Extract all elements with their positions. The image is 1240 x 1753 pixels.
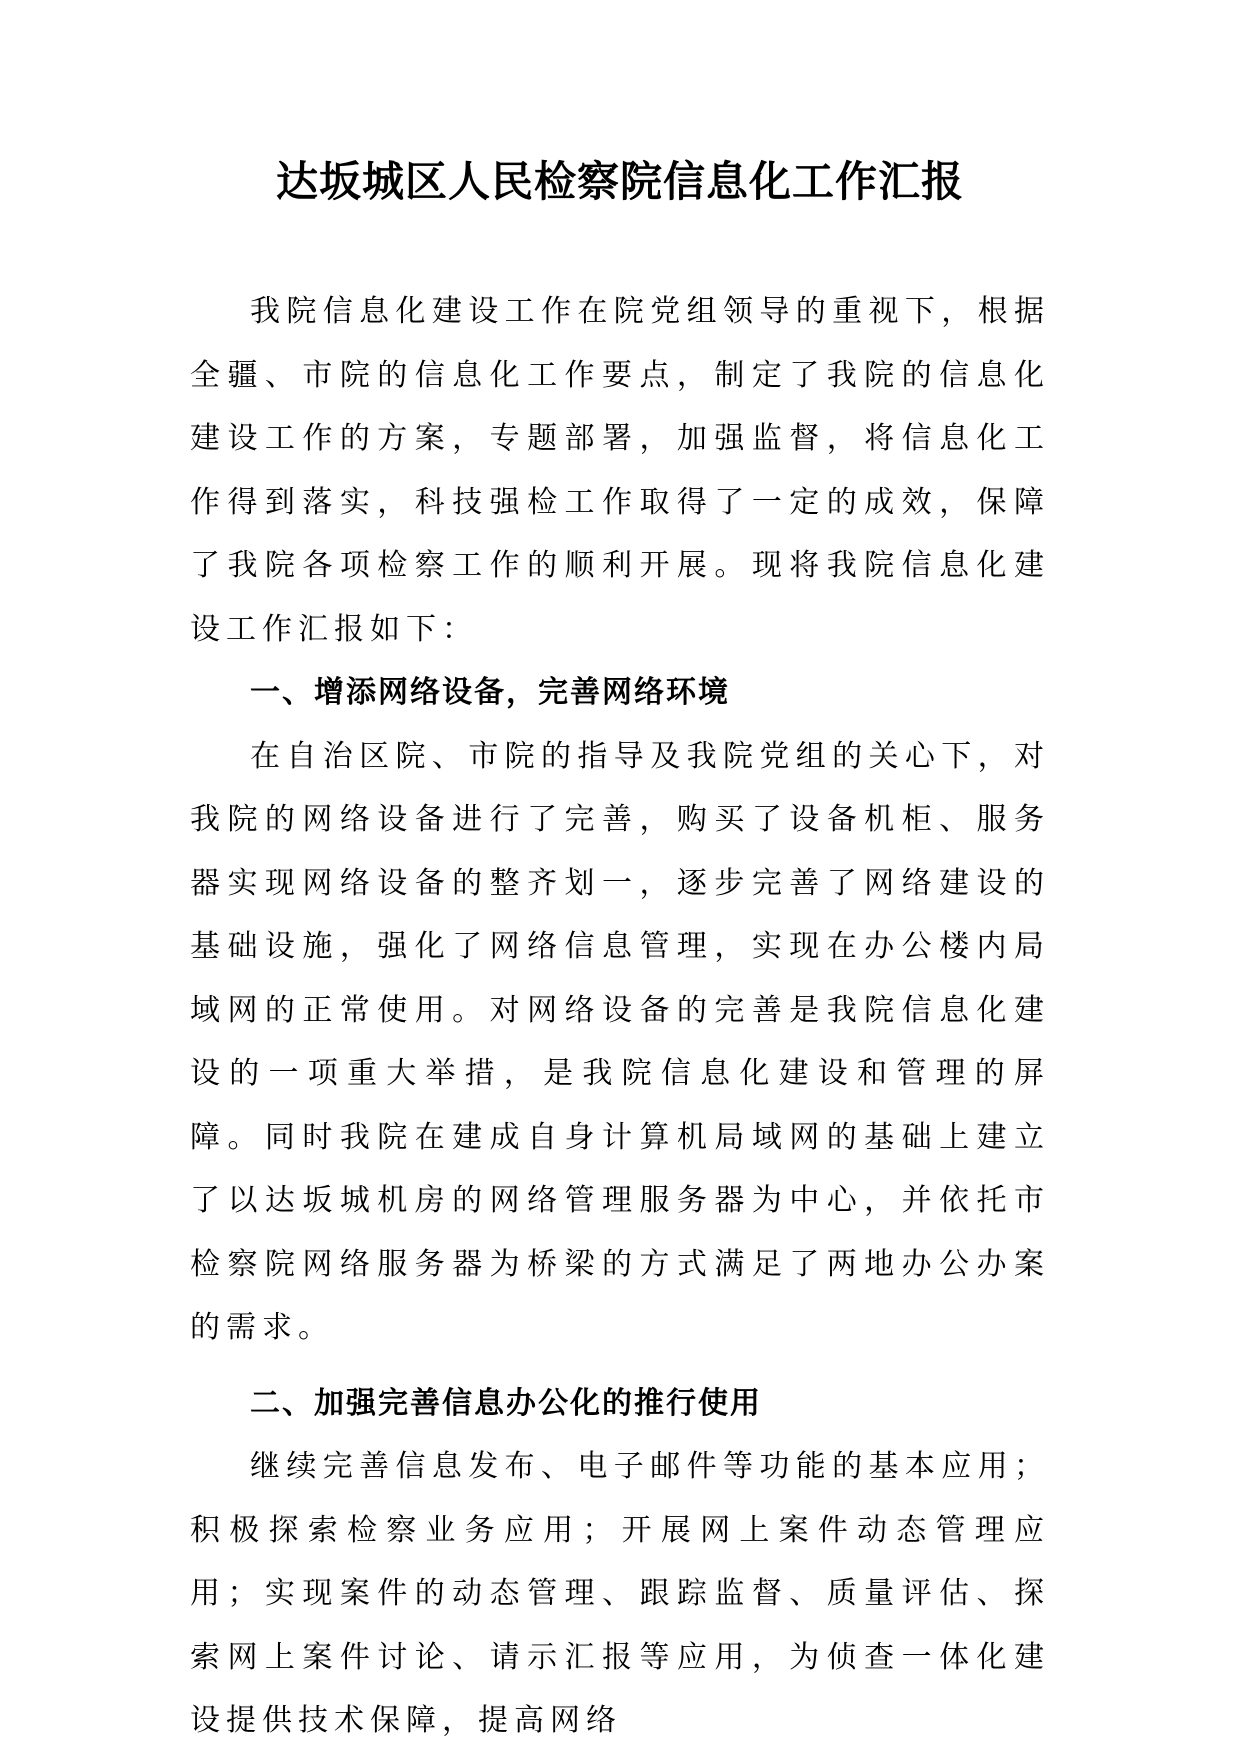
section-2-heading: 二、加强完善信息办公化的推行使用	[250, 1385, 762, 1421]
section-2-paragraph: 继续完善信息发布、电子邮件等功能的基本应用；积极探索检察业务应用；开展网上案件动态管理应用；实现案件的动态管理、跟踪监督、质量评估、探索网上案件讨论、请示汇报等应用，为侦查一体化建设提供技术保障，提高网络	[190, 1449, 1050, 1738]
section-1-paragraph: 在自治区院、市院的指导及我院党组的关心下，对我院的网络设备进行了完善，购买了设备机柜、服务器实现网络设备的整齐划一，逐步完善了网络建设的基础设施，强化了网络信息管理，实现在办公楼内局域网的正常使用。对网络设备的完善是我院信息化建设的一项重大举措，是我院信息化建设和管理的屏障。同时我院在建成自身计算机局域网的基础上建立了以达坂城机房的网络管理服务器为中心，并依托市检察院网络服务器为桥梁的方式满足了两地办公办案的需求。	[190, 738, 1050, 1345]
document-body	[190, 280, 1050, 1753]
section-1-heading: 一、增添网络设备，完善网络环境	[250, 675, 730, 710]
document-title: 达坂城区人民检察院信息化工作汇报	[275, 157, 964, 206]
intro-paragraph: 我院信息化建设工作在院党组领导的重视下，根据全疆、市院的信息化工作要点，制定了我院的信息化建设工作的方案，专题部署，加强监督，将信息化工作得到落实，科技强检工作取得了一定的成效，保障了我院各项检察工作的顺利开展。现将我院信息化建设工作汇报如下：	[190, 294, 1050, 647]
